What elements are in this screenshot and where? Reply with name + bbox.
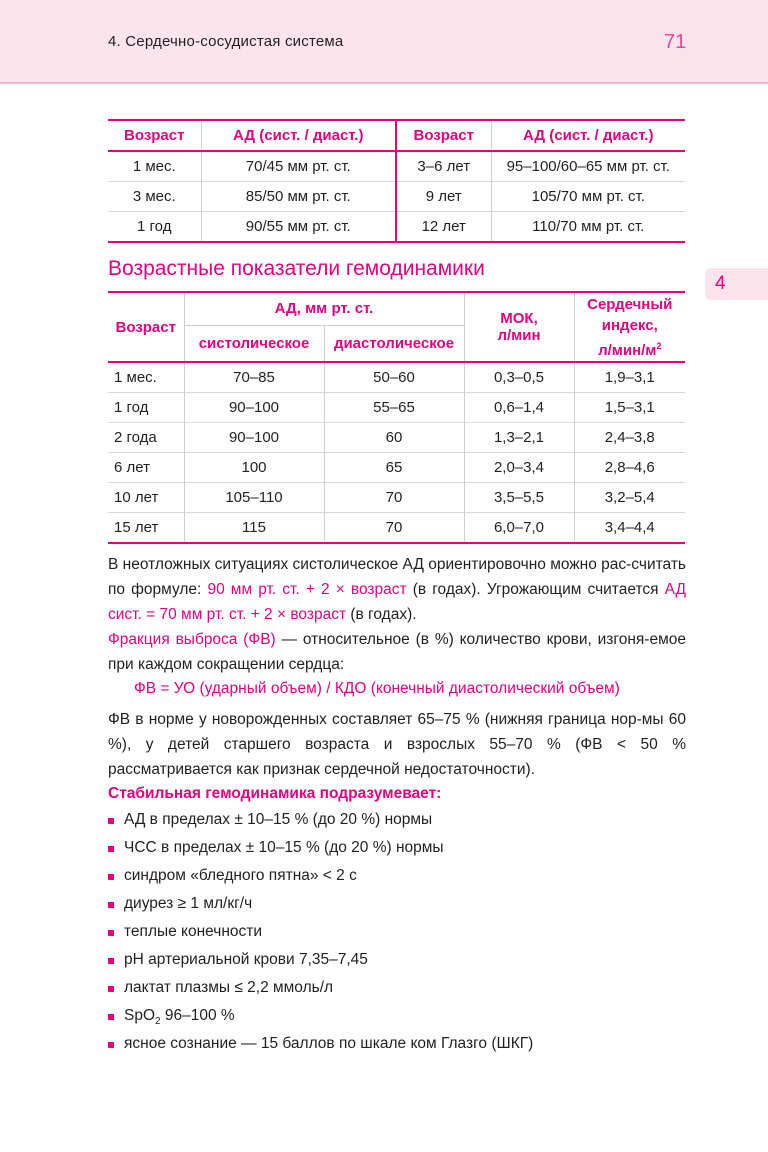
table-cell: 105/70 мм рт. ст. [491,182,685,212]
list-item [108,1004,688,1032]
section-title: Возрастные показатели гемодинамики [108,257,485,280]
table-cell: 70 [324,513,464,544]
table-cell: 15 лет [108,513,184,544]
table-cell: 50–60 [324,362,464,393]
mok-header-line2: л/мин [497,327,541,344]
list-item-text: лактат плазмы ≤ 2,2 ммоль/л [124,979,334,996]
ci-header-line2: индекс, [601,316,658,334]
chapter-side-tab [705,268,768,300]
diastolic-header: диастолическое [324,325,464,362]
table-cell: 9 лет [396,182,491,212]
table-row [108,453,685,483]
table-cell: 100 [184,453,324,483]
list-item-text: ясное сознание — 15 баллов по шкале ком Глазго (ШКГ) [124,1035,534,1052]
list-item-text: диурез ≥ 1 мл/кг/ч [124,895,253,912]
bullet-square-icon [108,1042,114,1048]
table-cell: 2,8–4,6 [574,453,685,483]
list-item [108,836,688,864]
column-header: АД (сист. / диаст.) [201,120,396,151]
ef-formula: ФВ = УО (ударный объем) / КДО (конечный диастолический объем) [134,680,620,697]
table-cell: 70 [324,483,464,513]
list-item-text: теплые конечности [124,923,263,940]
table-cell: 60 [324,423,464,453]
emergency-bp-paragraph [108,552,686,627]
ci-unit-superscript: 2 [656,340,662,351]
list-item-text: pH артериальной крови 7,35–7,45 [124,951,368,968]
list-item [108,808,688,836]
spo2-label: SpO [124,1007,156,1024]
column-header: АД (сист. / диаст.) [491,120,685,151]
cardiac-index-header [574,292,685,362]
table-cell: 1 год [108,393,184,423]
table-cell: 3 мес. [108,182,201,212]
formula-inline: АД сист. = 70 мм рт. ст. + 2 × возраст [108,581,686,623]
para-text: (в годах). Угрожающим считается [406,581,665,598]
table-row [108,362,685,393]
table-cell: 0,3–0,5 [464,362,574,393]
ejection-fraction-paragraph [108,627,686,677]
list-item-text: ЧСС в пределах ± 10–15 % (до 20 %) нормы [124,839,444,856]
table-cell: 2 года [108,423,184,453]
list-item-text: АД в пределах ± 10–15 % (до 20 %) нормы [124,811,433,828]
table-cell: 110/70 мм рт. ст. [491,212,685,243]
table-cell: 3–6 лет [396,151,491,182]
para-text: В неотложных ситуациях систолическое АД ориентировочно можно рас-считать по формуле: [108,556,686,598]
table-cell: 3,4–4,4 [574,513,685,544]
column-header: Возраст [396,120,491,151]
table-cell: 0,6–1,4 [464,393,574,423]
list-item [108,1032,688,1060]
ci-header-line3 [575,336,686,361]
table-row [108,423,685,453]
table-row [108,212,685,243]
table-cell: 1,3–2,1 [464,423,574,453]
ef-norm-paragraph: ФВ в норме у новорожденных составляет 65–75 % (нижняя граница нор-мы 60 %), у детей старшего возраста и взрослых 55–70 % (ФВ < 50 % рассматривается как признак сердечной недостаточности). [108,711,686,778]
mok-header [464,292,574,362]
list-item [108,976,688,1004]
table-row [108,151,685,182]
bullet-square-icon [108,930,114,936]
table-cell: 2,0–3,4 [464,453,574,483]
chapter-side-tab-label: 4 [715,273,726,294]
page-number: 71 [664,31,687,53]
bullet-square-icon [108,986,114,992]
header-divider [0,82,768,84]
table-cell: 95–100/60–65 мм рт. ст. [491,151,685,182]
list-item-text: синдром «бледного пятна» < 2 с [124,867,357,884]
hemodynamics-table [108,291,685,544]
table-cell: 105–110 [184,483,324,513]
ci-unit: л/мин/м [598,341,657,359]
bullet-square-icon [108,818,114,824]
table-row [108,513,685,544]
age-header: Возраст [108,292,184,362]
table-cell: 115 [184,513,324,544]
bullet-square-icon [108,902,114,908]
table-header-row [108,292,685,325]
spo2-subscript: 2 [155,1016,161,1028]
bullet-square-icon [108,958,114,964]
table-cell: 90–100 [184,423,324,453]
table-row [108,483,685,513]
table-cell: 70–85 [184,362,324,393]
bullet-square-icon [108,846,114,852]
formula-inline: 90 мм рт. ст. + 2 × возраст [207,581,407,598]
table-cell: 6,0–7,0 [464,513,574,544]
table-cell: 65 [324,453,464,483]
table-cell: 1,5–3,1 [574,393,685,423]
table-cell: 1,9–3,1 [574,362,685,393]
table-cell: 1 год [108,212,201,243]
table-cell: 1 мес. [108,362,184,393]
list-item [108,920,688,948]
table-cell: 70/45 мм рт. ст. [201,151,396,182]
para-text: — относительное (в %) количество крови, изгоня-емое при каждом сокращении сердца: [108,631,686,673]
bp-by-age-table [108,119,685,243]
table-cell: 6 лет [108,453,184,483]
chapter-title: 4. Сердечно-сосудистая система [108,33,344,50]
table-row [108,182,685,212]
page-header [0,0,768,82]
para-text: (в годах). [346,606,417,623]
mok-header-line1: МОК, [500,310,538,327]
table-cell: 12 лет [396,212,491,243]
list-item [108,864,688,892]
criteria-list [108,808,688,1060]
list-item [108,948,688,976]
list-item [108,892,688,920]
table-cell: 90–100 [184,393,324,423]
table-cell: 90/55 мм рт. ст. [201,212,396,243]
stable-hemodynamics-title: Стабильная гемодинамика подразумевает: [108,785,442,802]
bullet-square-icon [108,874,114,880]
table-cell: 3,2–5,4 [574,483,685,513]
table-row [108,393,685,423]
table-cell: 55–65 [324,393,464,423]
bp-header: АД, мм рт. ст. [184,292,464,325]
table-header-row [108,120,685,151]
table-cell: 2,4–3,8 [574,423,685,453]
bullet-square-icon [108,1014,114,1020]
spo2-range: 96–100 % [160,1007,235,1024]
table-cell: 3,5–5,5 [464,483,574,513]
table-cell: 85/50 мм рт. ст. [201,182,396,212]
systolic-header: систолическое [184,325,324,362]
table-cell: 10 лет [108,483,184,513]
column-header: Возраст [108,120,201,151]
table-cell: 1 мес. [108,151,201,182]
term-highlight: Фракция выброса (ФВ) [108,631,276,648]
ci-header-line1: Сердечный [587,295,673,313]
